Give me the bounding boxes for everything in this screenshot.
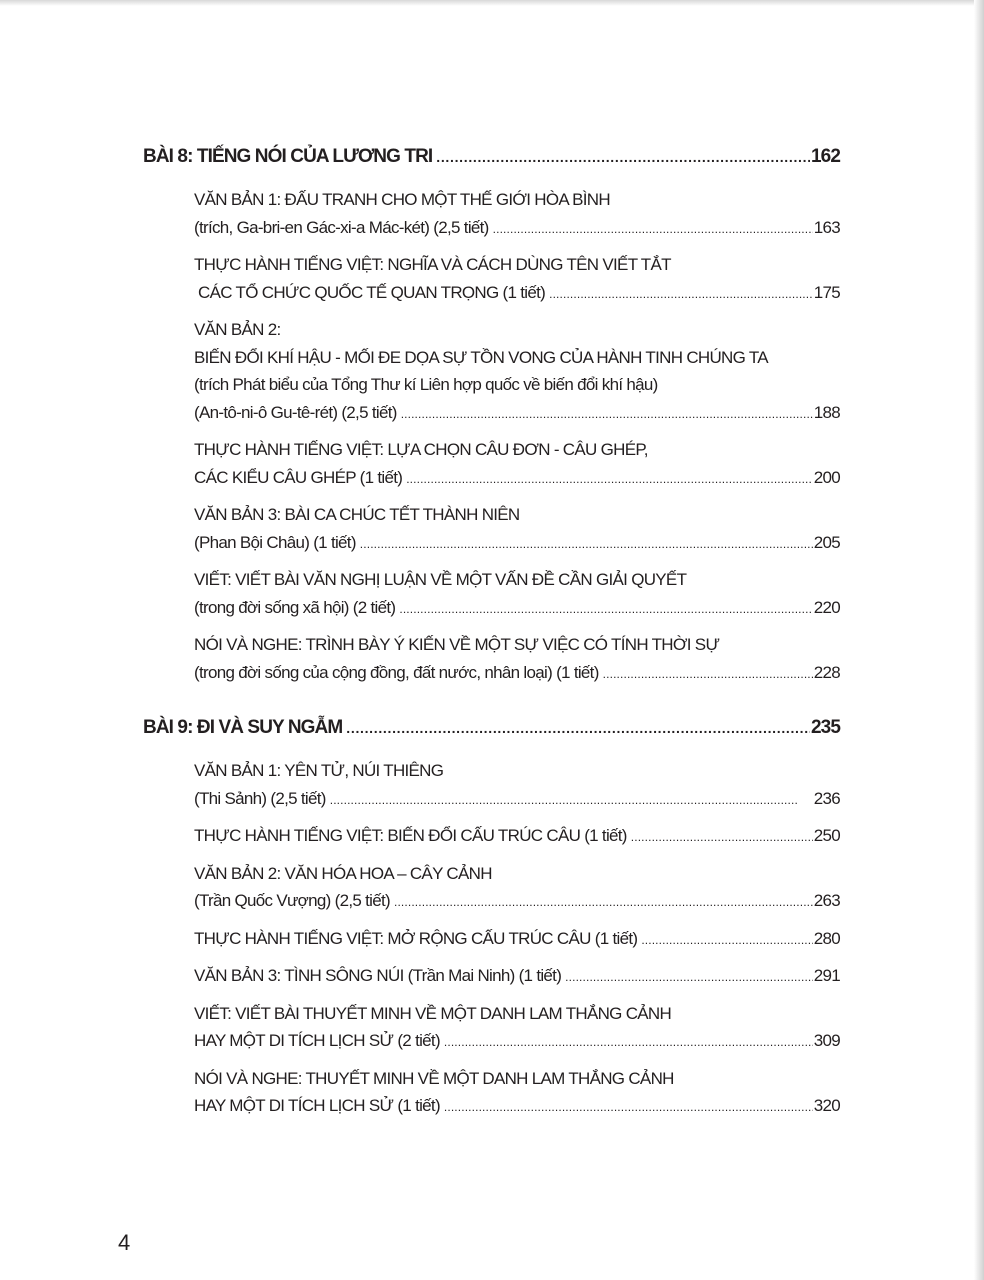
entry-line — [194, 659, 840, 687]
entry-page: 200 — [813, 467, 840, 487]
entry-line — [194, 822, 840, 850]
entry-line — [194, 785, 840, 813]
entry-line — [194, 399, 840, 427]
entry-page: 163 — [813, 217, 840, 237]
toc-entry — [194, 566, 840, 621]
toc-entry — [194, 316, 840, 426]
section-page: 235 — [810, 717, 840, 738]
entry-line — [194, 1000, 840, 1028]
entry-text: VIẾT: VIẾT BÀI THUYẾT MINH VỀ MỘT DANH LAM THẮNG CẢNH — [194, 1003, 672, 1023]
entry-page: 175 — [813, 282, 840, 302]
dot-leader — [565, 964, 813, 992]
toc-entry — [194, 251, 840, 306]
dot-leader — [401, 401, 813, 429]
entry-text: NÓI VÀ NGHE: TRÌNH BÀY Ý KIẾN VỀ MỘT SỰ VIỆC CÓ TÍNH THỜI SỰ — [194, 635, 720, 654]
entry-line — [194, 860, 840, 888]
dot-leader — [394, 889, 813, 917]
entry-list — [194, 757, 840, 1120]
entry-text: VĂN BẢN 1: YÊN TỬ, NÚI THIÊNG — [194, 761, 444, 780]
entry-text: VĂN BẢN 1: ĐẤU TRANH CHO MỘT THẾ GIỚI HÒA BÌNH — [194, 190, 610, 209]
entry-text: (trong đời sống của cộng đồng, đất nước, nhân loại) (1 tiết) — [194, 662, 599, 682]
entry-page: 188 — [813, 402, 840, 422]
toc-entry — [194, 501, 840, 556]
dot-leader — [641, 927, 812, 955]
entry-page: 320 — [813, 1096, 840, 1115]
entry-text: (trích Phát biểu của Tổng Thư kí Liên hợp quốc về biến đổi khí hậu) — [194, 375, 658, 394]
entry-line — [194, 279, 840, 307]
entry-text: (Trần Quốc Vượng) (2,5 tiết) — [194, 891, 390, 910]
entry-text: NÓI VÀ NGHE: THUYẾT MINH VỀ MỘT DANH LAM THẮNG CẢNH — [194, 1068, 674, 1088]
section-title: BÀI 8: TIẾNG NÓI CỦA LƯƠNG TRI — [143, 146, 433, 167]
section-title: BÀI 9: ĐI VÀ SUY NGẪM — [143, 717, 343, 738]
entry-page: 228 — [813, 662, 840, 682]
entry-list — [194, 186, 840, 686]
entry-text: BIẾN ĐỔI KHÍ HẬU - MỐI ĐE DỌA SỰ TỒN VONG CỦA HÀNH TINH CHÚNG TA — [194, 347, 768, 367]
dot-leader — [444, 1029, 813, 1057]
dot-leader — [631, 824, 813, 852]
entry-line — [194, 757, 840, 785]
entry-line — [194, 186, 840, 214]
entry-line — [194, 316, 840, 344]
section-heading — [143, 143, 840, 171]
entry-text: (Thi Sảnh) (2,5 tiết) — [194, 788, 326, 808]
entry-text: HAY MỘT DI TÍCH LỊCH SỬ (2 tiết) — [194, 1031, 440, 1050]
entry-page: 205 — [813, 532, 840, 552]
entry-text: THỰC HÀNH TIẾNG VIỆT: MỞ RỘNG CẤU TRÚC CÂU (1 tiết) — [194, 928, 638, 948]
entry-page: 250 — [813, 826, 840, 845]
entry-text: (An-tô-ni-ô Gu-tê-rét) (2,5 tiết) — [194, 402, 397, 422]
toc-entry — [194, 757, 840, 812]
entry-page: 236 — [813, 788, 840, 808]
toc-entry — [194, 186, 840, 241]
entry-line — [194, 501, 840, 529]
entry-line — [194, 631, 840, 659]
entry-line — [194, 529, 840, 557]
entry-line — [194, 464, 840, 492]
section-page: 162 — [810, 146, 840, 167]
page-right-edge — [974, 0, 984, 1280]
entry-line — [194, 962, 840, 990]
entry-line — [194, 566, 840, 594]
entry-text: CÁC TỔ CHỨC QUỐC TẾ QUAN TRỌNG (1 tiết) — [194, 282, 546, 302]
entry-line — [194, 887, 840, 915]
entry-text: THỰC HÀNH TIẾNG VIỆT: LỰA CHỌN CÂU ĐƠN - CÂU GHÉP, — [194, 440, 648, 459]
dot-leader — [406, 466, 813, 494]
dot-leader — [603, 661, 813, 689]
entry-text: VĂN BẢN 3: TÌNH SÔNG NÚI (Trần Mai Ninh) (1 tiết) — [194, 966, 562, 985]
entry-text: VIẾT: VIẾT BÀI VĂN NGHỊ LUẬN VỀ MỘT VẤN ĐỀ CẦN GIẢI QUYẾT — [194, 570, 687, 589]
entry-line — [194, 1092, 840, 1120]
entry-text: THỰC HÀNH TIẾNG VIỆT: BIẾN ĐỔI CẤU TRÚC CÂU (1 tiết) — [194, 826, 627, 845]
section-heading — [143, 714, 840, 742]
entry-line — [194, 344, 840, 372]
entry-line — [194, 1065, 840, 1093]
entry-line — [194, 436, 840, 464]
entry-text: VĂN BẢN 2: — [194, 320, 281, 339]
entry-line — [194, 594, 840, 622]
toc-entry — [194, 436, 840, 491]
entry-text: VĂN BẢN 3: BÀI CA CHÚC TẾT THÀNH NIÊN — [194, 505, 520, 524]
toc-entry — [194, 962, 840, 990]
toc-entry — [194, 631, 840, 686]
entry-line — [194, 925, 840, 953]
table-of-contents — [143, 143, 840, 1130]
entry-page: 220 — [813, 597, 840, 617]
toc-entry — [194, 1065, 840, 1120]
entry-line — [194, 251, 840, 279]
dot-leader — [399, 596, 812, 624]
dot-leader — [493, 216, 813, 244]
page-top-edge — [0, 0, 984, 6]
entry-page: 291 — [813, 966, 840, 985]
entry-text: (trích, Ga-bri-en Gác-xi-a Mác-két) (2,5 tiết) — [194, 217, 489, 237]
entry-line — [194, 214, 840, 242]
toc-entry — [194, 822, 840, 850]
toc-entry — [194, 925, 840, 953]
toc-entry — [194, 860, 840, 915]
dot-leader — [444, 1094, 813, 1122]
entry-text: VĂN BẢN 2: VĂN HÓA HOA – CÂY CẢNH — [194, 863, 492, 883]
dot-leader — [330, 787, 813, 815]
entry-text: (Phan Bội Châu) (1 tiết) — [194, 532, 356, 552]
toc-entry — [194, 1000, 840, 1055]
entry-page: 309 — [813, 1031, 840, 1050]
dot-leader — [346, 714, 810, 742]
entry-page: 263 — [813, 891, 840, 910]
entry-page: 280 — [813, 928, 840, 948]
dot-leader — [549, 281, 813, 309]
dot-leader — [436, 143, 810, 171]
page-number: 4 — [118, 1230, 131, 1255]
entry-line — [194, 1027, 840, 1055]
dot-leader — [360, 531, 813, 559]
entry-text: HAY MỘT DI TÍCH LỊCH SỬ (1 tiết) — [194, 1096, 440, 1115]
entry-line — [194, 371, 840, 399]
entry-text: CÁC KIỂU CÂU GHÉP (1 tiết) — [194, 467, 403, 487]
entry-text: THỰC HÀNH TIẾNG VIỆT: NGHĨA VÀ CÁCH DÙNG TÊN VIẾT TẮT — [194, 255, 671, 274]
entry-text: (trong đời sống xã hội) (2 tiết) — [194, 597, 396, 617]
